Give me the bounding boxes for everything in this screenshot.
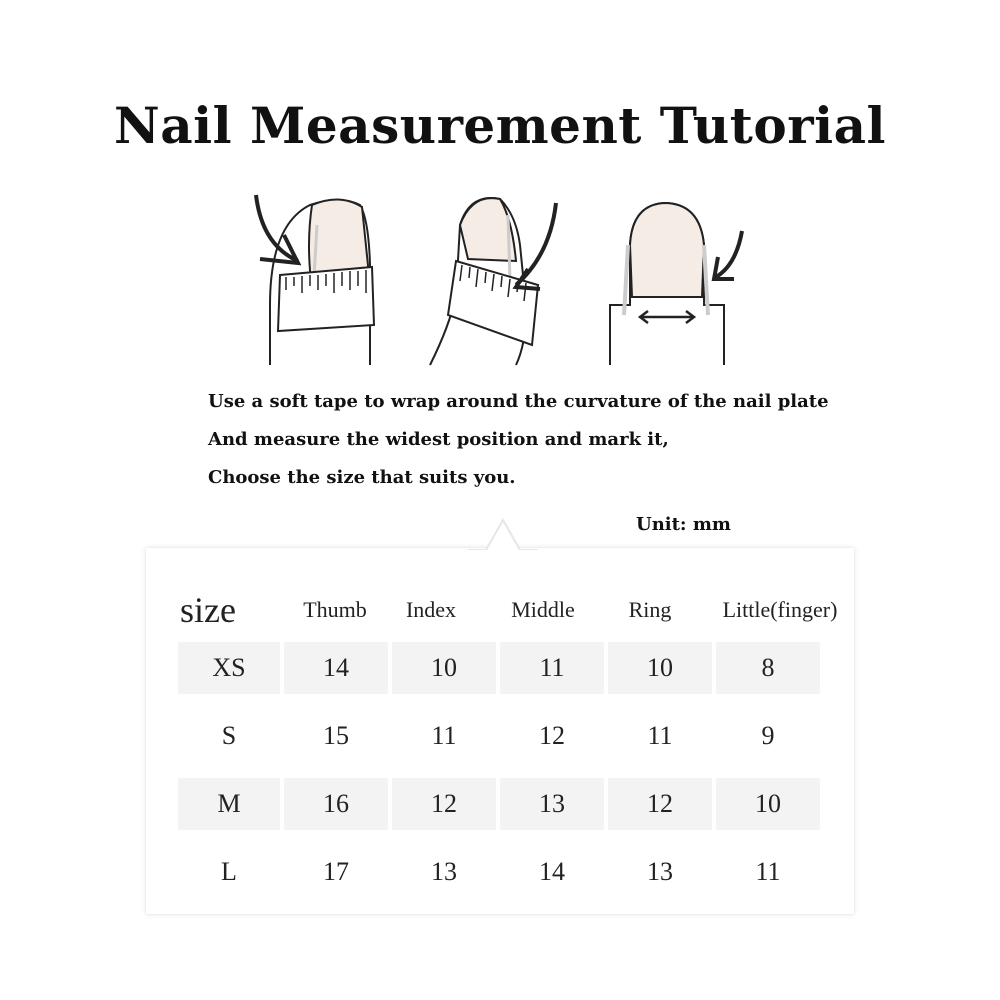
table-cell: 10 bbox=[392, 642, 496, 694]
column-header-little: Little(finger) bbox=[722, 597, 838, 622]
table-cell: 13 bbox=[431, 857, 457, 886]
finger-tape-side-illustration bbox=[430, 198, 556, 365]
table-cell: 11 bbox=[647, 721, 673, 750]
table-cell: 15 bbox=[323, 721, 349, 750]
table-cell: 13 bbox=[647, 857, 673, 886]
table-cell: 10 bbox=[716, 778, 820, 830]
table-cell: 11 bbox=[431, 721, 457, 750]
unit-label: Unit: mm bbox=[636, 514, 731, 535]
table-cell-size: M bbox=[178, 778, 280, 830]
finger-width-illustration bbox=[610, 203, 742, 365]
table-cell: 12 bbox=[539, 721, 565, 750]
finger-tape-wrap-illustration bbox=[256, 195, 374, 365]
card-pointer bbox=[468, 516, 538, 552]
table-cell: 10 bbox=[608, 642, 712, 694]
instructions bbox=[208, 388, 829, 502]
table-cell: 12 bbox=[608, 778, 712, 830]
table-cell: 11 bbox=[500, 642, 604, 694]
table-cell: 11 bbox=[755, 857, 781, 886]
table-cell: 8 bbox=[716, 642, 820, 694]
table-cell: 12 bbox=[392, 778, 496, 830]
column-header-middle: Middle bbox=[511, 597, 575, 622]
table-cell: 17 bbox=[323, 857, 349, 886]
column-header-index: Index bbox=[405, 597, 457, 622]
column-header-ring: Ring bbox=[628, 597, 672, 622]
table-cell: 9 bbox=[761, 721, 775, 750]
table-cell-size: L bbox=[221, 857, 237, 886]
table-cell-size: XS bbox=[178, 642, 280, 694]
instruction-line: Choose the size that suits you. bbox=[208, 467, 516, 488]
table-cell: 16 bbox=[284, 778, 388, 830]
page-title: Nail Measurement Tutorial bbox=[114, 96, 886, 155]
table-cell-size: S bbox=[221, 721, 237, 750]
size-column-header: size bbox=[180, 590, 236, 630]
column-header-thumb: Thumb bbox=[303, 597, 367, 622]
table-cell: 14 bbox=[284, 642, 388, 694]
table-cell: 14 bbox=[539, 857, 565, 886]
instruction-line: And measure the widest position and mark it, bbox=[208, 429, 669, 450]
measurement-illustrations bbox=[240, 185, 760, 375]
instruction-line: Use a soft tape to wrap around the curvature of the nail plate bbox=[208, 391, 829, 412]
table-cell: 13 bbox=[500, 778, 604, 830]
